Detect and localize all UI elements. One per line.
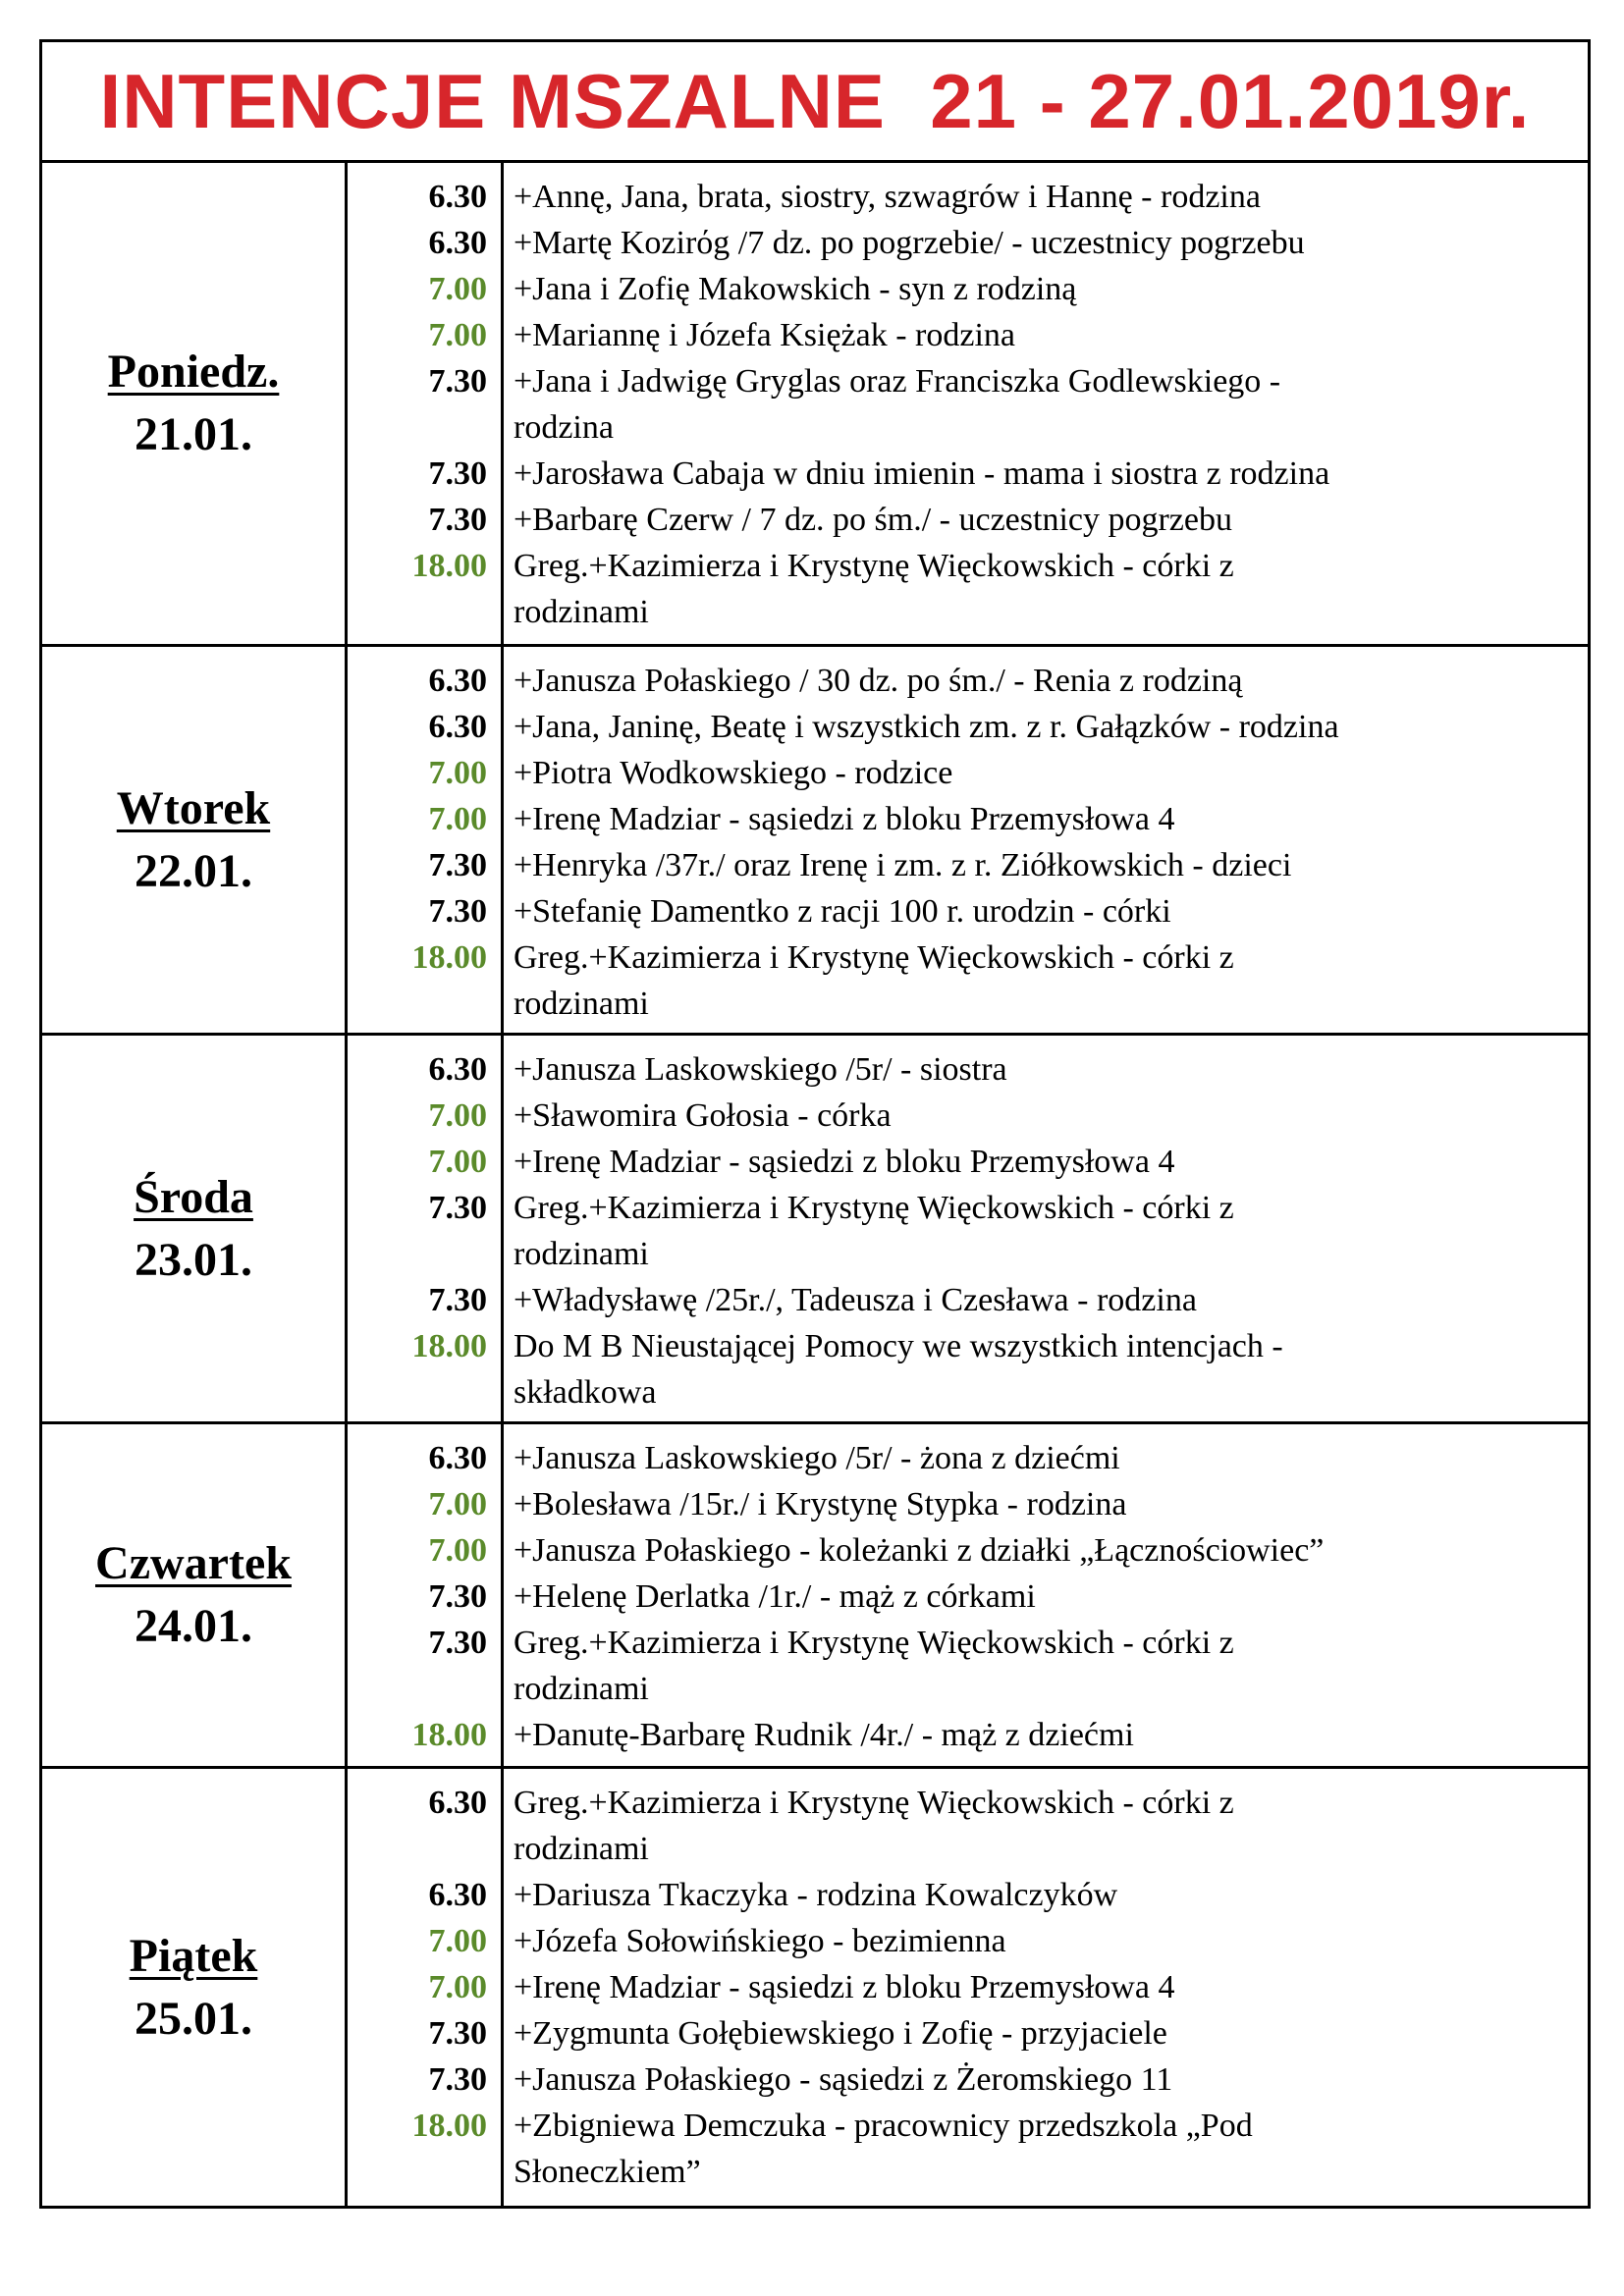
day-section xyxy=(42,647,1588,1036)
day-name: Wtorek xyxy=(116,781,271,834)
mass-time: 6.30 xyxy=(428,1877,487,1913)
mass-time: 6.30 xyxy=(428,1785,487,1821)
day-label xyxy=(42,647,348,1033)
mass-intention: +Józefa Sołowińskiego - bezimienna xyxy=(514,1923,1006,1959)
mass-intention: Do M B Nieustającej Pomocy we wszystkich intencjach - składkowa xyxy=(514,1328,1283,1411)
day-label xyxy=(42,1424,348,1766)
mass-intention: +Jana, Janinę, Beatę i wszystkich zm. z r. Gałązków - rodzina xyxy=(514,709,1339,745)
mass-intention: Greg.+Kazimierza i Krystynę Więckowskich - córki z rodzinami xyxy=(514,1785,1234,1867)
intention-column xyxy=(504,163,1588,644)
day-name: Środa xyxy=(134,1170,253,1223)
mass-intention: +Barbarę Czerw / 7 dz. po śm./ - uczestnicy pogrzebu xyxy=(514,502,1232,538)
mass-intention: +Martę Kozirόg /7 dz. po pogrzebie/ - uczestnicy pogrzebu xyxy=(514,225,1305,261)
mass-intention: +Janusza Laskowskiego /5r/ - żona z dziećmi xyxy=(514,1440,1120,1476)
day-date: 22.01. xyxy=(135,844,252,897)
mass-intention: +Stefanię Damentko z racji 100 r. urodzin - córki xyxy=(514,893,1171,930)
mass-intention: +Annę, Jana, brata, siostry, szwagrów i Hannę - rodzina xyxy=(514,179,1261,215)
mass-time: 18.00 xyxy=(411,2108,487,2144)
day-label xyxy=(42,1769,348,2206)
mass-intention: +Piotra Wodkowskiego - rodzice xyxy=(514,755,953,791)
day-date: 24.01. xyxy=(135,1600,252,1652)
days-container xyxy=(42,163,1588,2206)
mass-time: 7.00 xyxy=(428,1923,487,1959)
day-label xyxy=(42,163,348,644)
mass-intention: +Janusza Połaskiego - koleżanki z działki „Łącznościowiec” xyxy=(514,1532,1325,1569)
mass-intention: Greg.+Kazimierza i Krystynę Więckowskich - córki z rodzinami xyxy=(514,1625,1234,1707)
intention-column xyxy=(504,647,1588,1033)
intention-column xyxy=(504,1424,1588,1766)
mass-time: 6.30 xyxy=(428,1051,487,1088)
mass-time: 7.00 xyxy=(428,1532,487,1569)
mass-time: 7.00 xyxy=(428,317,487,353)
mass-time: 6.30 xyxy=(428,663,487,699)
day-section xyxy=(42,1036,1588,1424)
mass-intention: +Janusza Połaskiego / 30 dz. po śm./ - Renia z rodziną xyxy=(514,663,1243,699)
time-column xyxy=(348,647,504,1033)
mass-time: 6.30 xyxy=(428,225,487,261)
mass-time: 7.30 xyxy=(428,2015,487,2052)
time-column xyxy=(348,1036,504,1421)
day-name: Czwartek xyxy=(95,1537,292,1589)
mass-time: 7.00 xyxy=(428,1144,487,1180)
mass-intention: +Jana i Zofię Makowskich - syn z rodziną xyxy=(514,271,1077,307)
intention-column xyxy=(504,1769,1588,2206)
day-section xyxy=(42,1769,1588,2206)
mass-time: 7.30 xyxy=(428,1282,487,1318)
mass-time: 7.00 xyxy=(428,755,487,791)
mass-intention: +Władysławę /25r./, Tadeusza i Czesława - rodzina xyxy=(514,1282,1197,1318)
mass-time: 7.00 xyxy=(428,271,487,307)
mass-intention: +Jana i Jadwigę Gryglas oraz Franciszka Godlewskiego - rodzina xyxy=(514,363,1281,446)
day-section xyxy=(42,1424,1588,1769)
time-column xyxy=(348,163,504,644)
day-date: 23.01. xyxy=(135,1233,252,1286)
mass-time: 7.30 xyxy=(428,2061,487,2098)
mass-time: 7.30 xyxy=(428,847,487,883)
mass-intention: Greg.+Kazimierza i Krystynę Więckowskich - córki z rodzinami xyxy=(514,1190,1234,1272)
mass-intention: Greg.+Kazimierza i Krystynę Więckowskich - córki z rodzinami xyxy=(514,548,1234,630)
mass-time: 6.30 xyxy=(428,179,487,215)
mass-intention: +Jarosława Cabaja w dniu imienin - mama i siostra z rodzina xyxy=(514,455,1330,492)
mass-intention: +Dariusza Tkaczyka - rodzina Kowalczyków xyxy=(514,1877,1118,1913)
mass-time: 18.00 xyxy=(411,548,487,584)
page-title: INTENCJE MSZALNE 21 - 27.01.2019r. xyxy=(42,42,1588,163)
time-column xyxy=(348,1769,504,2206)
mass-time: 7.30 xyxy=(428,893,487,930)
day-date: 21.01. xyxy=(135,408,252,460)
mass-time: 7.00 xyxy=(428,1486,487,1522)
mass-time: 6.30 xyxy=(428,1440,487,1476)
mass-intention: +Danutę-Barbarę Rudnik /4r./ - mąż z dziećmi xyxy=(514,1717,1134,1753)
mass-intention: +Zygmunta Gołębiewskiego i Zofię - przyjaciele xyxy=(514,2015,1167,2052)
mass-time: 7.30 xyxy=(428,1578,487,1615)
mass-time: 7.30 xyxy=(428,363,487,400)
day-name: Poniedz. xyxy=(107,346,280,398)
mass-time: 18.00 xyxy=(411,1717,487,1753)
day-label xyxy=(42,1036,348,1421)
mass-time: 18.00 xyxy=(411,1328,487,1364)
mass-intention: +Mariannę i Józefa Księżak - rodzina xyxy=(514,317,1015,353)
mass-intention: +Irenę Madziar - sąsiedzi z bloku Przemysłowa 4 xyxy=(514,1144,1175,1180)
mass-time: 7.30 xyxy=(428,502,487,538)
mass-time: 7.00 xyxy=(428,801,487,837)
mass-time: 7.30 xyxy=(428,1625,487,1661)
mass-time: 7.00 xyxy=(428,1097,487,1134)
day-section xyxy=(42,163,1588,647)
mass-intention: +Janusza Laskowskiego /5r/ - siostra xyxy=(514,1051,1007,1088)
mass-time: 7.00 xyxy=(428,1969,487,2005)
day-date: 25.01. xyxy=(135,1992,252,2045)
mass-time: 7.30 xyxy=(428,455,487,492)
mass-time: 6.30 xyxy=(428,709,487,745)
mass-intention: +Zbigniewa Demczuka - pracownicy przedszkola „Pod Słoneczkiem” xyxy=(514,2108,1253,2190)
mass-intention: Greg.+Kazimierza i Krystynę Więckowskich - córki z rodzinami xyxy=(514,939,1234,1022)
mass-intention: +Irenę Madziar - sąsiedzi z bloku Przemysłowa 4 xyxy=(514,1969,1175,2005)
mass-time: 7.30 xyxy=(428,1190,487,1226)
intention-column xyxy=(504,1036,1588,1421)
mass-intention: +Helenę Derlatka /1r./ - mąż z córkami xyxy=(514,1578,1036,1615)
mass-intention: +Irenę Madziar - sąsiedzi z bloku Przemysłowa 4 xyxy=(514,801,1175,837)
mass-intention: +Henryka /37r./ oraz Irenę i zm. z r. Ziółkowskich - dzieci xyxy=(514,847,1292,883)
mass-intention: +Bolesława /15r./ i Krystynę Stypka - rodzina xyxy=(514,1486,1127,1522)
mass-intentions-table xyxy=(39,39,1591,2209)
mass-time: 18.00 xyxy=(411,939,487,976)
day-name: Piątek xyxy=(129,1929,258,1982)
mass-intention: +Janusza Połaskiego - sąsiedzi z Żeromskiego 11 xyxy=(514,2061,1173,2098)
mass-intention: +Sławomira Gołosia - córka xyxy=(514,1097,892,1134)
time-column xyxy=(348,1424,504,1766)
